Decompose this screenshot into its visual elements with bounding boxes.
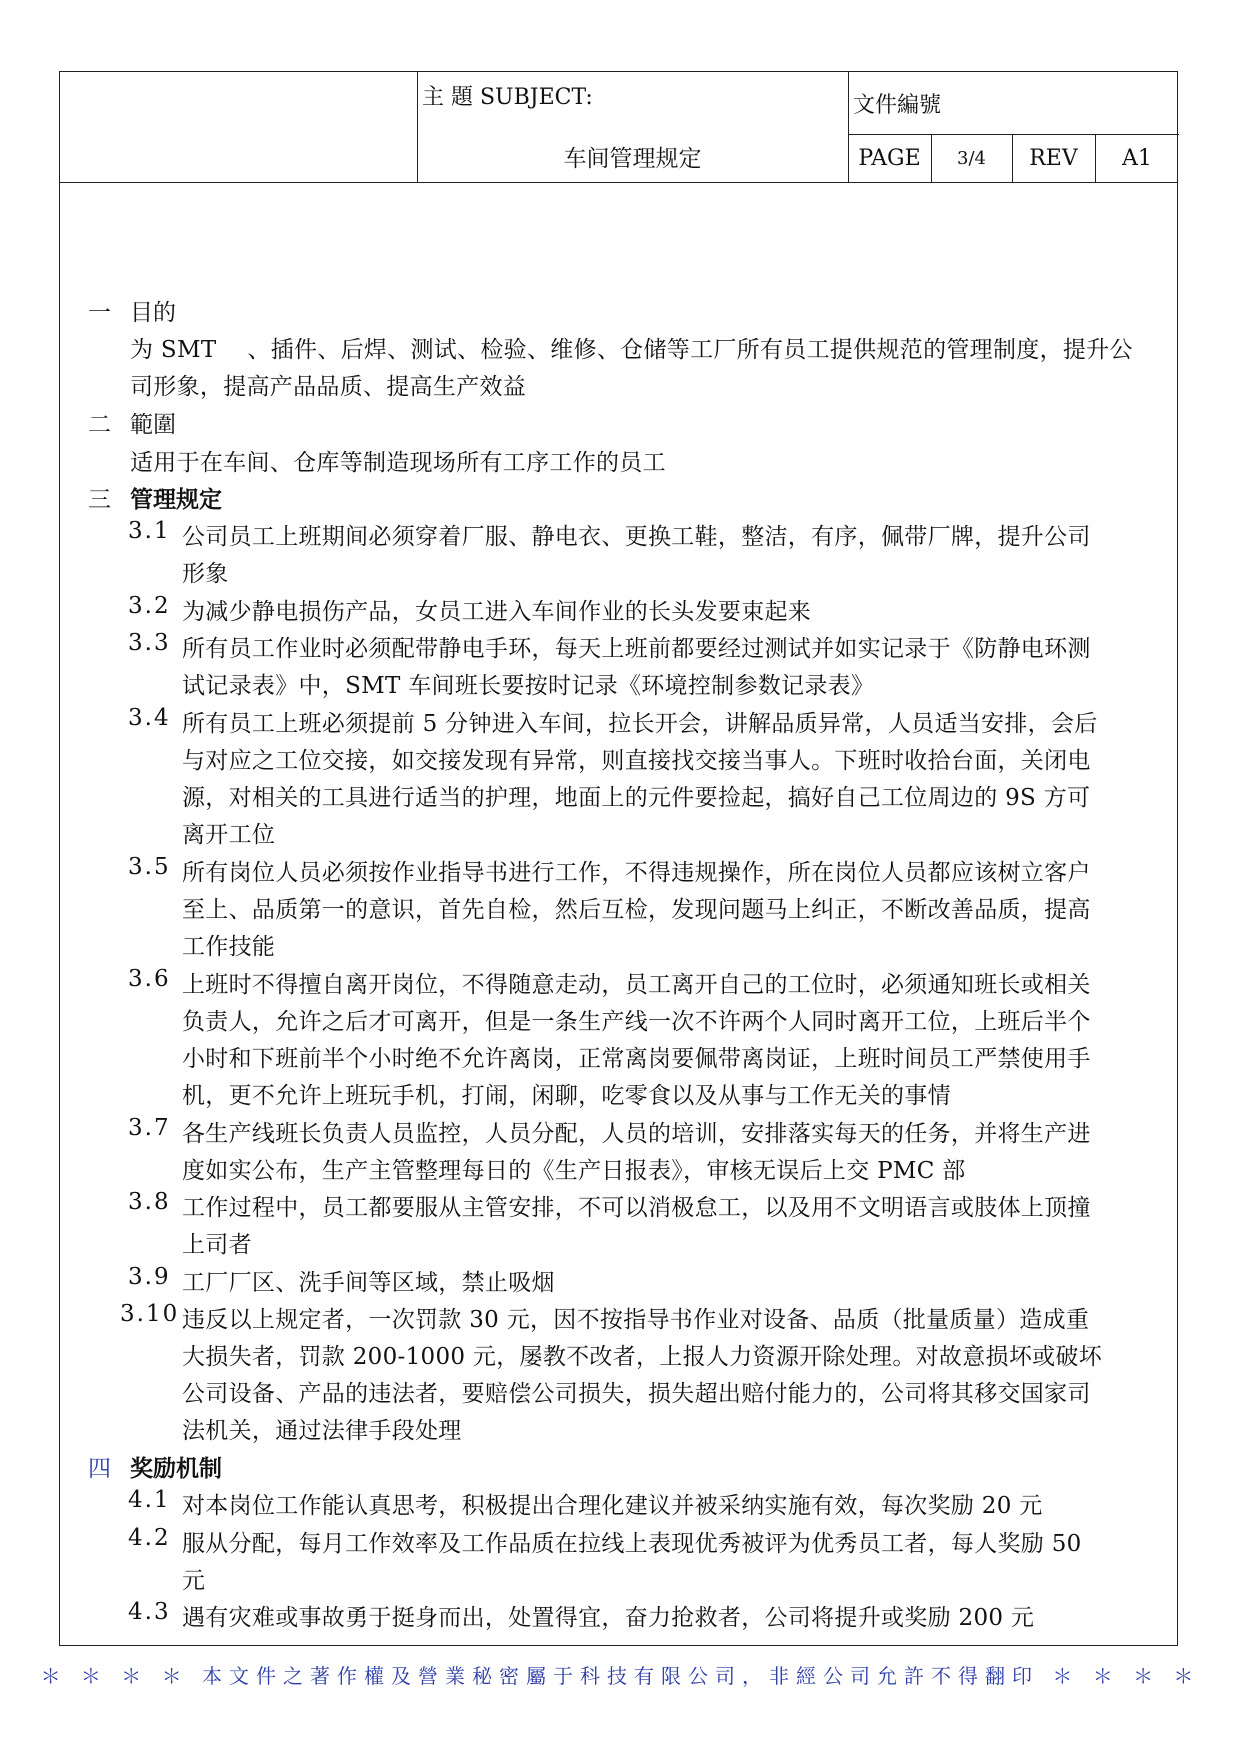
item-number: 3.2 bbox=[128, 593, 171, 619]
paragraph-line: 各生产线班长负责人员监控，人员分配，人员的培训，安排落实每天的任务，并将生产进 bbox=[182, 1121, 1091, 1147]
item-number: 4.3 bbox=[128, 1599, 171, 1625]
paragraph-line: 所有员工作业时必须配带静电手环，每天上班前都要经过测试并如实记录于《防静电环测 bbox=[182, 636, 1091, 662]
item-number: 3.7 bbox=[128, 1115, 171, 1141]
paragraph-line: 试记录表》中，SMT 车间班长要按时记录《环境控制参数记录表》 bbox=[182, 673, 875, 699]
paragraph-line: 司形象，提高产品品质、提高生产效益 bbox=[130, 374, 527, 400]
revision-value: A1 bbox=[1122, 146, 1152, 171]
item-number: 3.1 bbox=[128, 518, 171, 544]
section-title: 管理规定 bbox=[130, 486, 222, 513]
paragraph-line: 工作过程中，员工都要服从主管安排，不可以消极怠工，以及用不文明语言或肢体上顶撞 bbox=[182, 1195, 1091, 1221]
paragraph-line: 公司员工上班期间必须穿着厂服、静电衣、更换工鞋，整洁，有序，佩带厂牌，提升公司 bbox=[182, 524, 1091, 550]
paragraph-line: 工作技能 bbox=[182, 934, 276, 960]
section-title: 奖励机制 bbox=[130, 1455, 222, 1482]
item-number: 3.9 bbox=[128, 1264, 171, 1290]
paragraph-line: 服从分配，每月工作效率及工作品质在拉线上表现优秀被评为优秀员工者，每人奖励 50 bbox=[182, 1531, 1082, 1557]
paragraph-line: 机，更不允许上班玩手机，打闹，闲聊，吃零食以及从事与工作无关的事情 bbox=[182, 1083, 951, 1109]
paragraph-line: 与对应之工位交接，如交接发现有异常，则直接找交接当事人。下班时收拾台面，关闭电 bbox=[182, 748, 1091, 774]
paragraph-line: 上司者 bbox=[182, 1232, 252, 1258]
section-title: 目的 bbox=[130, 300, 176, 326]
paragraph-line: 至上、品质第一的意识，首先自检，然后互检，发现问题马上纠正，不断改善品质，提高 bbox=[182, 897, 1091, 923]
subject-label: 主 題 SUBJECT: bbox=[422, 85, 593, 110]
paragraph-line: 公司设备、产品的违法者，要赔偿公司损失，损失超出赔付能力的，公司将其移交国家司 bbox=[182, 1381, 1091, 1407]
paragraph-line: 所有岗位人员必须按作业指导书进行工作，不得违规操作，所在岗位人员都应该树立客户 bbox=[182, 860, 1091, 886]
paragraph-line: 违反以上规定者，一次罚款 30 元，因不按指导书作业对设备、品质（批量质量）造成重 bbox=[182, 1307, 1090, 1333]
paragraph-line: 遇有灾难或事故勇于挺身而出，处置得宜，奋力抢救者，公司将提升或奖励 200 元 bbox=[182, 1605, 1035, 1631]
item-number: 3.4 bbox=[128, 705, 171, 731]
page-value: 3/4 bbox=[957, 148, 986, 169]
paragraph-line: 度如实公布，生产主管整理每日的《生产日报表》，审核无误后上交 PMC 部 bbox=[182, 1158, 966, 1184]
section-number: 三 bbox=[88, 487, 111, 513]
paragraph-line: 为减少静电损伤产品，女员工进入车间作业的长头发要束起来 bbox=[182, 599, 812, 625]
subject-title: 车间管理规定 bbox=[563, 146, 702, 172]
paragraph-line: 源，对相关的工具进行适当的护理，地面上的元件要捡起，搞好自己工位周边的 9S 方可 bbox=[182, 785, 1091, 811]
paragraph-line: 为 SMT 、插件、后焊、测试、检验、维修、仓储等工厂所有员工提供规范的管理制度，提升公 bbox=[130, 337, 1133, 363]
item-number: 3.5 bbox=[128, 854, 171, 880]
item-number: 3.10 bbox=[120, 1301, 180, 1327]
item-number: 3.3 bbox=[128, 630, 171, 656]
paragraph-line: 小时和下班前半个小时绝不允许离岗，正常离岗要佩带离岗证，上班时间员工严禁使用手 bbox=[182, 1046, 1091, 1072]
section-number: 四 bbox=[88, 1456, 111, 1482]
paragraph-line: 元 bbox=[182, 1568, 206, 1594]
paragraph-line: 离开工位 bbox=[182, 822, 276, 848]
paragraph-line: 形象 bbox=[182, 561, 229, 587]
revision-label: REV bbox=[1029, 146, 1078, 171]
paragraph-line: 负责人，允许之后才可离开，但是一条生产线一次不许两个人同时离开工位，上班后半个 bbox=[182, 1009, 1091, 1035]
paragraph-line: 对本岗位工作能认真思考，积极提出合理化建议并被采纳实施有效，每次奖励 20 元 bbox=[182, 1493, 1043, 1519]
item-number: 3.8 bbox=[128, 1189, 171, 1215]
item-number: 3.6 bbox=[128, 966, 171, 992]
item-number: 4.2 bbox=[128, 1525, 171, 1551]
document-number-label: 文件編號 bbox=[853, 93, 942, 118]
paragraph-line: 所有员工上班必须提前 5 分钟进入车间，拉长开会，讲解品质异常，人员适当安排，会后 bbox=[182, 711, 1098, 737]
document-header bbox=[60, 72, 1177, 183]
paragraph-line: 工厂厂区、洗手间等区域，禁止吸烟 bbox=[182, 1270, 555, 1296]
paragraph-line: 上班时不得擅自离开岗位，不得随意走动，员工离开自己的工位时，必须通知班长或相关 bbox=[182, 972, 1091, 998]
paragraph-line: 大损失者，罚款 200-1000 元，屡教不改者，上报人力资源开除处理。对故意损坏或破坏 bbox=[182, 1344, 1103, 1370]
copyright-footer: ＊ ＊ ＊ ＊ 本文件之著作權及營業秘密屬于科技有限公司，非經公司允許不得翻印 ＊ ＊ ＊ ＊ bbox=[40, 1664, 1201, 1688]
section-number: 一 bbox=[88, 300, 111, 326]
page-label: PAGE bbox=[858, 146, 921, 171]
paragraph-line: 法机关，通过法律手段处理 bbox=[182, 1418, 462, 1444]
paragraph-line: 适用于在车间、仓库等制造现场所有工序工作的员工 bbox=[130, 450, 666, 476]
section-number: 二 bbox=[88, 412, 111, 438]
section-title: 範圍 bbox=[130, 412, 176, 438]
item-number: 4.1 bbox=[128, 1487, 171, 1513]
header-divider bbox=[848, 134, 1179, 135]
